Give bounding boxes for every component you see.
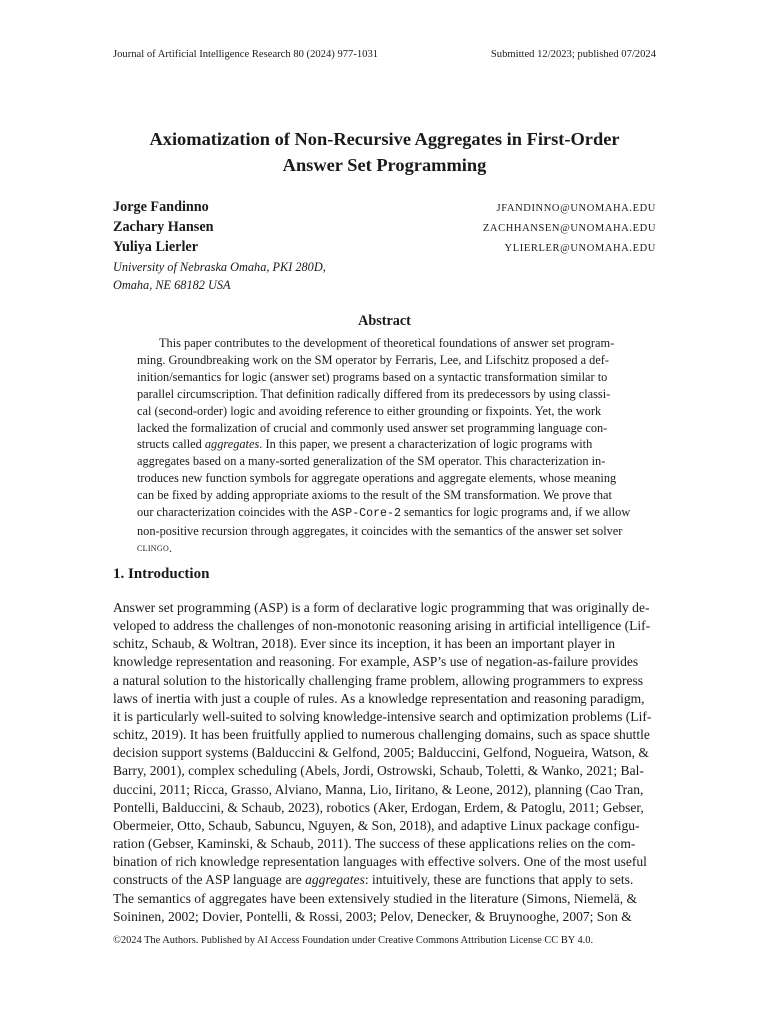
submission-dates: Submitted 12/2023; published 07/2024 [490,49,656,60]
body-line: The semantics of aggregates have been extensively studied in the literature (Simons, Niemelä, & [113,890,638,906]
author-name: Jorge Fandinno [113,199,209,215]
abstract-line: ming. Groundbreaking work on the SM operator by Ferraris, Lee, and Lifschitz proposed a def- [137,352,610,367]
affiliation-line-2: Omaha, NE 68182 USA [113,278,231,292]
abstract-line [137,436,630,453]
body-line: bination of rich knowledge representation languages with effective solvers. One of the most useful [113,854,647,870]
abstract-line: parallel circumscription. That definition radically differed from its predecessors by using classi- [137,386,611,401]
author-email[interactable]: ZACHHANSEN@UNOMAHA.EDU [482,223,656,234]
asp-core-2-code: ASP-Core-2 [331,507,401,521]
body-line: knowledge representation and reasoning. For example, ASP’s use of negation-as-failure provides [113,654,639,670]
abstract-line: non-positive recursion through aggregates, it coincides with the semantics of the answer set solver [137,523,623,538]
body-line: Answer set programming (ASP) is a form of declarative logic programming that was originally de- [113,600,650,615]
abstract-line-text: our characterization coincides with the ASP-Core-2 semantics for logic programs and, if we allow [137,505,631,521]
title-line-2: Answer Set Programming [282,155,487,175]
abstract-line: This paper contributes to the development of theoretical foundations of answer set program- [159,336,615,350]
section-heading-introduction: 1. Introduction [113,566,210,582]
aggregates-term: aggregates [204,437,260,452]
paper-title [113,126,656,178]
body-line: it is particularly well-suited to solving knowledge-intensive search and optimization problems (Lif- [113,708,652,724]
body-line: Pontelli, Balduccini, & Schaub, 2023), robotics (Aker, Erdogan, Erdem, & Patoglu, 2011; Gebser, [113,799,644,815]
author-email[interactable]: YLIERLER@UNOMAHA.EDU [504,243,656,254]
body-line: Soininen, 2002; Dovier, Pontelli, & Rossi, 2003; Pelov, Denecker, & Bruynooghe, 2007; Son & [113,908,632,924]
affiliation-line-1: University of Nebraska Omaha, PKI 280D, [113,260,326,274]
author-row [113,218,656,238]
abstract-line-text: structs called aggregates. In this paper, we present a characterization of logic programs with [137,437,593,452]
abstract-line [137,504,630,523]
abstract-line: lacked the formalization of crucial and commonly used answer set programming language con- [137,420,608,435]
body-line: a natural solution to the historically challenging frame problem, allowing programmers to express [113,672,644,688]
license-footer: ©2024 The Authors. Published by AI Access Foundation under Creative Commons Attribution License CC BY 4.0. [113,935,594,946]
author-row [113,238,656,258]
aggregates-term: aggregates [305,872,365,888]
abstract-line: can be fixed by adding appropriate axioms to the result of the SM transformation. We prove that [137,488,612,503]
clingo-solver-name: clingo [137,541,170,554]
body-line: Barry, 2001), complex scheduling (Abels, Jordi, Ostrowski, Schaub, Toletti, & Wanko, 2021; Bal- [113,763,644,779]
body-line: decision support systems (Balduccini & Gelfond, 2005; Balduccini, Gelfond, Nogueira, Watson, & [113,745,649,761]
body-line-text: constructs of the ASP language are aggregates: intuitively, these are functions that apply to sets. [113,872,634,888]
author-row [113,198,656,218]
abstract-body [137,335,630,557]
abstract-line: inition/semantics for logic (answer set) programs based on a syntactic transformation similar to [137,369,608,384]
body-line: laws of inertia with just a couple of rules. As a knowledge representation and reasoning paradigm, [113,690,645,706]
author-name: Yuliya Lierler [113,239,198,255]
body-line [113,871,656,889]
body-line: duccini, 2011; Ricca, Grasso, Alviano, Manna, Lio, Iiritano, & Leone, 2012), planning (Cao Tran, [113,781,644,797]
author-block [113,198,656,294]
body-line: ration (Gebser, Kaminski, & Schaub, 2011). The success of these applications relies on the com- [113,836,636,852]
abstract-line: aggregates based on a many-sorted generalization of the SM operator. This characterization in- [137,454,606,469]
introduction-body [113,599,656,926]
body-line: veloped to address the challenges of non-monotonic reasoning arising in artificial intelligence (Lif- [113,618,651,634]
abstract-line: cal (second-order) logic and avoiding reference to either grounding or fixpoints. Yet, the work [137,403,602,418]
body-line: Obermeier, Otto, Schaub, Sabuncu, Nguyen, & Son, 2018), and adaptive Linux package configu- [113,817,640,833]
abstract-line: clingo . [137,540,173,555]
title-line-1: Axiomatization of Non-Recursive Aggregates in First-Order [149,129,620,149]
body-line: schitz, Schaub, & Woltran, 2018). Ever since its inception, it has been an important player in [113,636,616,652]
abstract-heading: Abstract [358,313,411,329]
body-line: schitz, 2019). It has been fruitfully applied to numerous challenging domains, such as space shuttle [113,727,650,743]
author-email[interactable]: JFANDINNO@UNOMAHA.EDU [496,203,656,214]
running-header [113,49,656,60]
abstract-line: troduces new function symbols for aggregate operations and aggregate elements, whose meaning [137,471,617,486]
author-name: Zachary Hansen [113,219,214,235]
journal-citation: Journal of Artificial Intelligence Research 80 (2024) 977-1031 [113,49,379,60]
